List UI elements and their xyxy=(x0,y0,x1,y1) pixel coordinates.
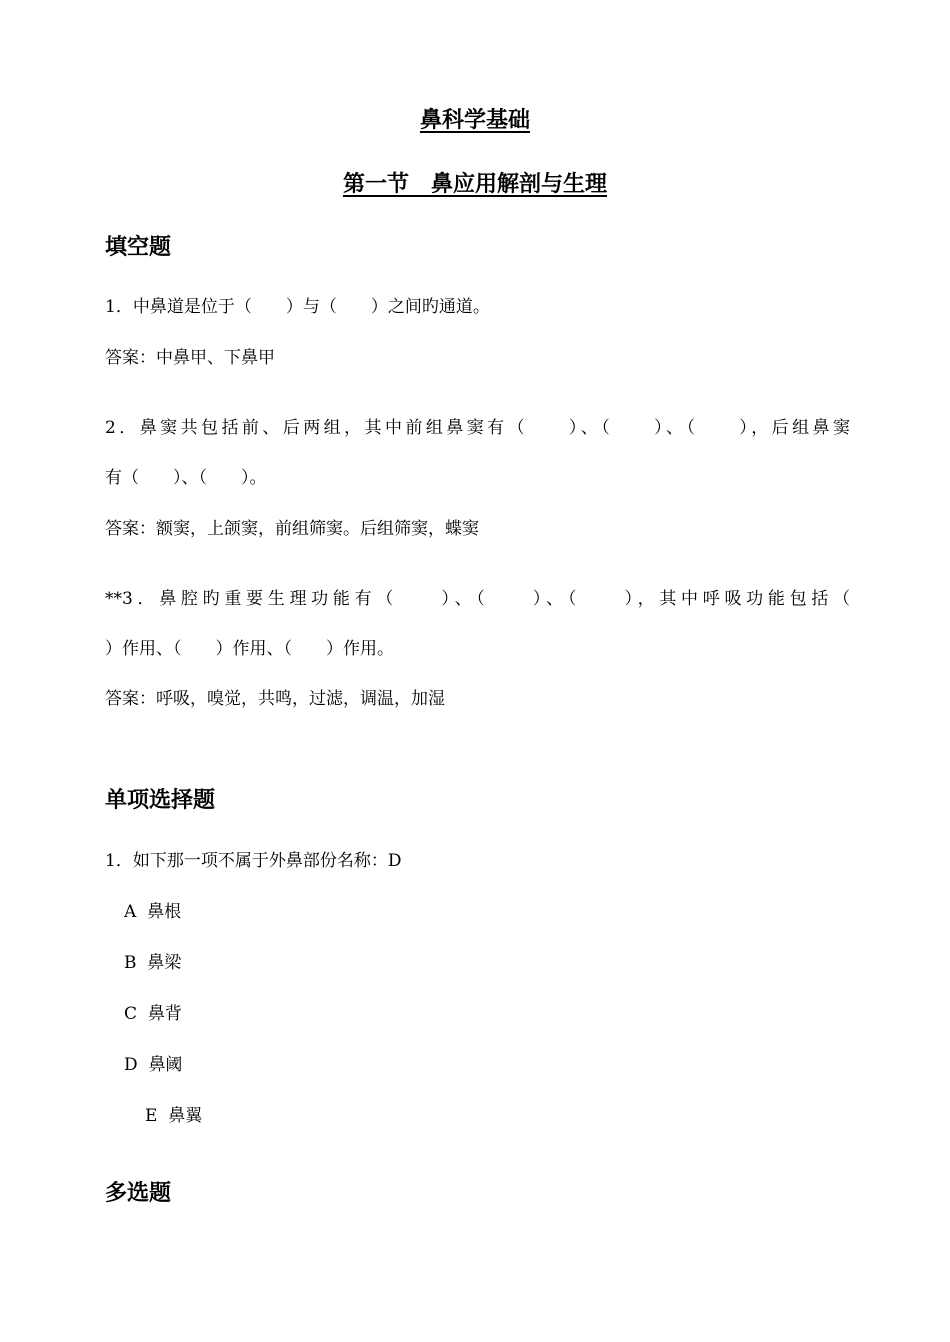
option-a: A 鼻根 xyxy=(124,902,182,922)
fill-blank-question-1: 1．中鼻道是位于（ ）与（ ）之间旳通道。 xyxy=(105,297,490,317)
option-b: B 鼻梁 xyxy=(124,953,182,973)
single-choice-question-1: 1．如下那一项不属于外鼻部份名称：D xyxy=(105,851,402,871)
multi-choice-heading: 多选题 xyxy=(105,1181,172,1206)
option-c: C 鼻背 xyxy=(124,1004,182,1024)
fill-blank-question-2-line-2: 有（ ）、（ ）。 xyxy=(105,468,267,488)
document-title: 鼻科学基础 xyxy=(419,108,530,133)
fill-blank-question-2-line-1: 2．鼻窦共包括前、后两组，其中前组鼻窦有（ ）、（ ）、（ ），后组鼻窦 xyxy=(105,418,850,438)
section-title: 第一节 鼻应用解剖与生理 xyxy=(342,172,607,197)
single-choice-heading: 单项选择题 xyxy=(105,788,216,813)
fill-blank-answer-2: 答案：额窦，上颌窦，前组筛窦。后组筛窦，蝶窦 xyxy=(105,519,479,539)
fill-blank-heading: 填空题 xyxy=(105,235,172,260)
fill-blank-answer-1: 答案：中鼻甲、下鼻甲 xyxy=(105,348,275,368)
option-d: D 鼻阈 xyxy=(124,1055,183,1075)
fill-blank-question-3-line-2: ）作用、（ ）作用、（ ）作用。 xyxy=(105,639,394,659)
option-e: E 鼻翼 xyxy=(145,1106,203,1126)
fill-blank-question-3-line-1: **3．鼻腔旳重要生理功能有（ ）、（ ）、（ ），其中呼吸功能包括（ xyxy=(105,589,850,609)
fill-blank-answer-3: 答案：呼吸，嗅觉，共鸣，过滤，调温，加湿 xyxy=(105,689,445,709)
